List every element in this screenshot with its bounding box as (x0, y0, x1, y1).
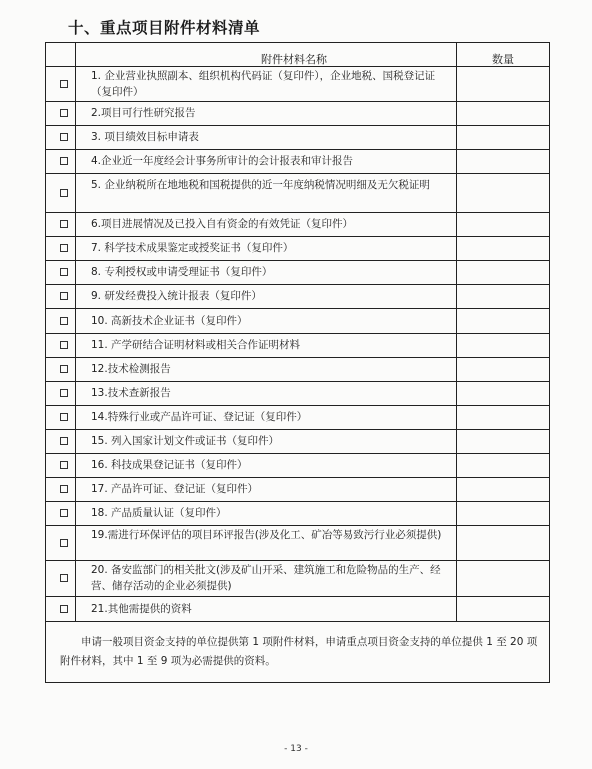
checkbox[interactable] (60, 133, 68, 141)
row-label: 4.企业近一年度经会计事务所审计的会计报表和审计报告 (91, 155, 354, 167)
table-row (46, 405, 549, 429)
row-label: 6.项目进展情况及已投入自有资金的有效凭证（复印件） (91, 218, 354, 230)
table-row (46, 357, 549, 381)
table-row (46, 125, 549, 149)
checkbox[interactable] (60, 80, 68, 88)
table-row (46, 66, 549, 101)
row-label: 12.技术检测报告 (91, 363, 171, 375)
table-row (46, 260, 549, 284)
row-label: 9. 研发经费投入统计报表（复印件） (91, 290, 262, 302)
row-label: 7. 科学技术成果鉴定或授奖证书（复印件） (91, 242, 294, 254)
table-row (46, 101, 549, 125)
attachment-table (45, 42, 550, 683)
checkbox[interactable] (60, 341, 68, 349)
table-row (46, 149, 549, 173)
header-name: 附件材料名称 (261, 53, 327, 66)
row-label: 13.技术查新报告 (91, 387, 171, 399)
table-row (46, 453, 549, 477)
row-label: 2.项目可行性研究报告 (91, 107, 196, 119)
checkbox[interactable] (60, 292, 68, 300)
checkbox[interactable] (60, 413, 68, 421)
table-row (46, 477, 549, 501)
row-label: 11. 产学研结合证明材料或相关合作证明材料 (91, 339, 301, 351)
row-label: 21.其他需提供的资料 (91, 603, 192, 615)
row-label: 5. 企业纳税所在地地税和国税提供的近一年度纳税情况明细及无欠税证明 (91, 179, 430, 191)
table-row (46, 381, 549, 405)
section-title: 十、重点项目附件材料清单 (68, 19, 261, 37)
table-row (46, 173, 549, 212)
table-row (46, 212, 549, 236)
checkbox[interactable] (60, 268, 68, 276)
checkbox[interactable] (60, 437, 68, 445)
checkbox[interactable] (60, 365, 68, 373)
row-label: 18. 产品质量认证（复印件） (91, 507, 227, 519)
table-row (46, 596, 549, 621)
checkbox[interactable] (60, 189, 68, 197)
row-label: 1. 企业营业执照副本、组织机构代码证（复印件），企业地税、国税登记证（复印件） (91, 70, 436, 98)
table-row (46, 429, 549, 453)
row-label: 15. 列入国家计划文件或证书（复印件） (91, 435, 280, 447)
row-label: 19.需进行环保评估的项目环评报告(涉及化工、矿冶等易致污行业必须提供) (91, 529, 442, 541)
row-label: 10. 高新技术企业证书（复印件） (91, 315, 248, 327)
checkbox[interactable] (60, 157, 68, 165)
table-row (46, 501, 549, 525)
checkbox[interactable] (60, 574, 68, 582)
instruction-note: 申请一般项目资金支持的单位提供第 1 项附件材料，申请重点项目资金支持的单位提供 1 至 20 项附件材料，其中 1 至 9 项为必需提供的资料。 (60, 636, 538, 667)
row-label: 17. 产品许可证、登记证（复印件） (91, 483, 259, 495)
checkbox[interactable] (60, 220, 68, 228)
table-row (46, 560, 549, 596)
page-number: - 13 - (284, 744, 308, 754)
row-label: 20. 备安监部门的相关批文(涉及矿山开采、建筑施工和危险物品的生产、经营、储存活动的企业必须提供) (91, 564, 441, 592)
row-label: 3. 项目绩效目标申请表 (91, 131, 199, 143)
table-row (46, 308, 549, 333)
checkbox[interactable] (60, 539, 68, 547)
checkbox[interactable] (60, 317, 68, 325)
checkbox[interactable] (60, 485, 68, 493)
table-row (46, 333, 549, 357)
row-label: 8. 专利授权或申请受理证书（复印件） (91, 266, 273, 278)
checkbox[interactable] (60, 509, 68, 517)
checkbox[interactable] (60, 605, 68, 613)
row-label: 16. 科技成果登记证书（复印件） (91, 459, 248, 471)
header-quantity: 数量 (492, 53, 514, 66)
row-label: 14.特殊行业或产品许可证、登记证（复印件） (91, 411, 308, 423)
table-row (46, 236, 549, 260)
checkbox[interactable] (60, 244, 68, 252)
table-bottom-rule (46, 621, 549, 622)
table-row (46, 284, 549, 308)
checkbox[interactable] (60, 461, 68, 469)
checkbox[interactable] (60, 109, 68, 117)
checkbox[interactable] (60, 389, 68, 397)
table-row (46, 525, 549, 560)
